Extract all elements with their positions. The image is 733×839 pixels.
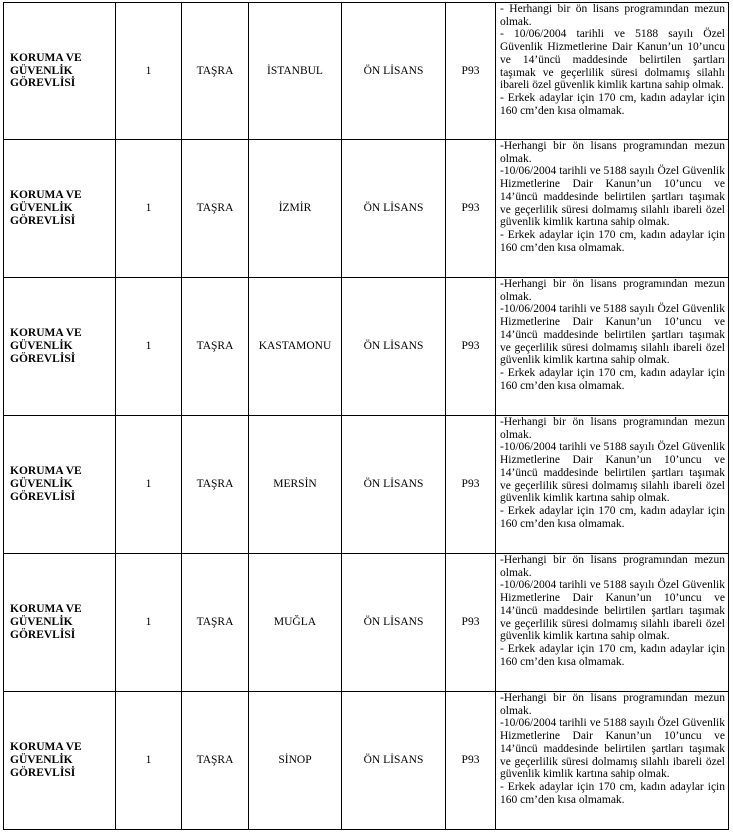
position-requirements — [496, 278, 729, 416]
position-location: İSTANBUL — [249, 3, 342, 140]
requirement-line: - Erkek adaylar için 170 cm, kadın adaylar için 160 cm’den kısa olmamak. — [500, 366, 725, 392]
position-unit: TAŞRA — [182, 554, 249, 692]
position-score-type: P93 — [446, 416, 496, 554]
position-score-type: P93 — [446, 278, 496, 416]
position-education: ÖN LİSANS — [342, 554, 446, 692]
requirement-line: -10/06/2004 tarihli ve 5188 sayılı Özel Güvenlik Hizmetlerine Dair Kanun’un 10’uncu ve 14’üncü maddesinde belirtilen şartları taşımak ve geçerlilik süresi dolmamış silahlı ibareli özel güvenlik kimlik kartına sahip olmak. — [500, 165, 725, 229]
position-unit: TAŞRA — [182, 692, 249, 830]
position-requirements — [496, 416, 729, 554]
position-unit: TAŞRA — [182, 278, 249, 416]
requirement-line: -Herhangi bir ön lisans programından mezun olmak. — [500, 554, 725, 579]
table-row — [4, 416, 729, 554]
position-unit: TAŞRA — [182, 140, 249, 278]
position-count: 1 — [116, 140, 182, 278]
requirement-line: -10/06/2004 tarihli ve 5188 sayılı Özel Güvenlik Hizmetlerine Dair Kanun’un 10’uncu ve 14’üncü maddesinde belirtilen şartları taşımak ve geçerlilik süresi dolmamış silahlı ibareli özel güvenlik kimlik kartına sahip olmak. — [500, 441, 725, 505]
positions-table — [3, 2, 729, 830]
position-score-type: P93 — [446, 692, 496, 830]
requirement-line: -10/06/2004 tarihli ve 5188 sayılı Özel Güvenlik Hizmetlerine Dair Kanun’un 10’uncu ve 14’üncü maddesinde belirtilen şartları taşımak ve geçerlilik süresi dolmamış silahlı ibareli özel güvenlik kimlik kartına sahip olmak. — [500, 579, 725, 643]
requirement-line: -10/06/2004 tarihli ve 5188 sayılı Özel Güvenlik Hizmetlerine Dair Kanun’un 10’uncu ve 14’üncü maddesinde belirtilen şartları taşımak ve geçerlilik süresi dolmamış silahlı ibareli özel güvenlik kimlik kartına sahip olmak. — [500, 303, 725, 367]
position-score-type: P93 — [446, 554, 496, 692]
requirement-line: -Herhangi bir ön lisans programından mezun olmak. — [500, 416, 725, 441]
requirement-line: - Erkek adaylar için 170 cm, kadın adaylar için 160 cm’den kısa olmamak. — [500, 780, 725, 806]
requirement-line: -Herhangi bir ön lisans programından mezun olmak. — [500, 140, 725, 165]
table-row — [4, 278, 729, 416]
position-education: ÖN LİSANS — [342, 416, 446, 554]
position-title: KORUMA VE GÜVENLİK GÖREVLİSİ — [4, 692, 116, 830]
position-requirements — [496, 554, 729, 692]
requirement-line: - Erkek adaylar için 170 cm, kadın adaylar için 160 cm’den kısa olmamak. — [500, 228, 725, 254]
table-row — [4, 140, 729, 278]
position-education: ÖN LİSANS — [342, 140, 446, 278]
position-score-type: P93 — [446, 140, 496, 278]
requirement-line: -Herhangi bir ön lisans programından mezun olmak. — [500, 278, 725, 303]
position-location: SİNOP — [249, 692, 342, 830]
requirement-line: - Erkek adaylar için 170 cm, kadın adaylar için 160 cm’den kısa olmamak. — [500, 91, 725, 117]
position-count: 1 — [116, 692, 182, 830]
position-education: ÖN LİSANS — [342, 278, 446, 416]
positions-table-body — [4, 3, 729, 830]
position-count: 1 — [116, 278, 182, 416]
position-title: KORUMA VE GÜVENLİK GÖREVLİSİ — [4, 416, 116, 554]
position-location: MUĞLA — [249, 554, 342, 692]
position-score-type: P93 — [446, 3, 496, 140]
position-unit: TAŞRA — [182, 416, 249, 554]
position-count: 1 — [116, 554, 182, 692]
table-row — [4, 692, 729, 830]
position-title: KORUMA VE GÜVENLİK GÖREVLİSİ — [4, 278, 116, 416]
position-title: KORUMA VE GÜVENLİK GÖREVLİSİ — [4, 140, 116, 278]
position-requirements — [496, 3, 729, 140]
table-row — [4, 3, 729, 140]
position-requirements — [496, 140, 729, 278]
requirement-line: - 10/06/2004 tarihli ve 5188 sayılı Özel Güvenlik Hizmetlerine Dair Kanun’un 10’uncu ve 14’üncü maddesinde belirtilen şartları taşımak ve geçerlilik süresi dolmamış silahlı ibareli özel güvenlik kimlik kartına sahip olmak. — [500, 28, 725, 92]
position-education: ÖN LİSANS — [342, 3, 446, 140]
position-count: 1 — [116, 416, 182, 554]
position-location: MERSİN — [249, 416, 342, 554]
position-unit: TAŞRA — [182, 3, 249, 140]
requirement-line: -Herhangi bir ön lisans programından mezun olmak. — [500, 692, 725, 717]
position-count: 1 — [116, 3, 182, 140]
position-requirements — [496, 692, 729, 830]
requirement-line: - Erkek adaylar için 170 cm, kadın adaylar için 160 cm’den kısa olmamak. — [500, 504, 725, 530]
position-location: KASTAMONU — [249, 278, 342, 416]
requirement-line: - Herhangi bir ön lisans programından mezun olmak. — [500, 3, 725, 28]
requirement-line: - Erkek adaylar için 170 cm, kadın adaylar için 160 cm’den kısa olmamak. — [500, 642, 725, 668]
position-title: KORUMA VE GÜVENLİK GÖREVLİSİ — [4, 3, 116, 140]
position-education: ÖN LİSANS — [342, 692, 446, 830]
position-location: İZMİR — [249, 140, 342, 278]
position-title: KORUMA VE GÜVENLİK GÖREVLİSİ — [4, 554, 116, 692]
requirement-line: -10/06/2004 tarihli ve 5188 sayılı Özel Güvenlik Hizmetlerine Dair Kanun’un 10’uncu ve 14’üncü maddesinde belirtilen şartları taşımak ve geçerlilik süresi dolmamış silahlı ibareli özel güvenlik kimlik kartına sahip olmak. — [500, 717, 725, 781]
table-row — [4, 554, 729, 692]
